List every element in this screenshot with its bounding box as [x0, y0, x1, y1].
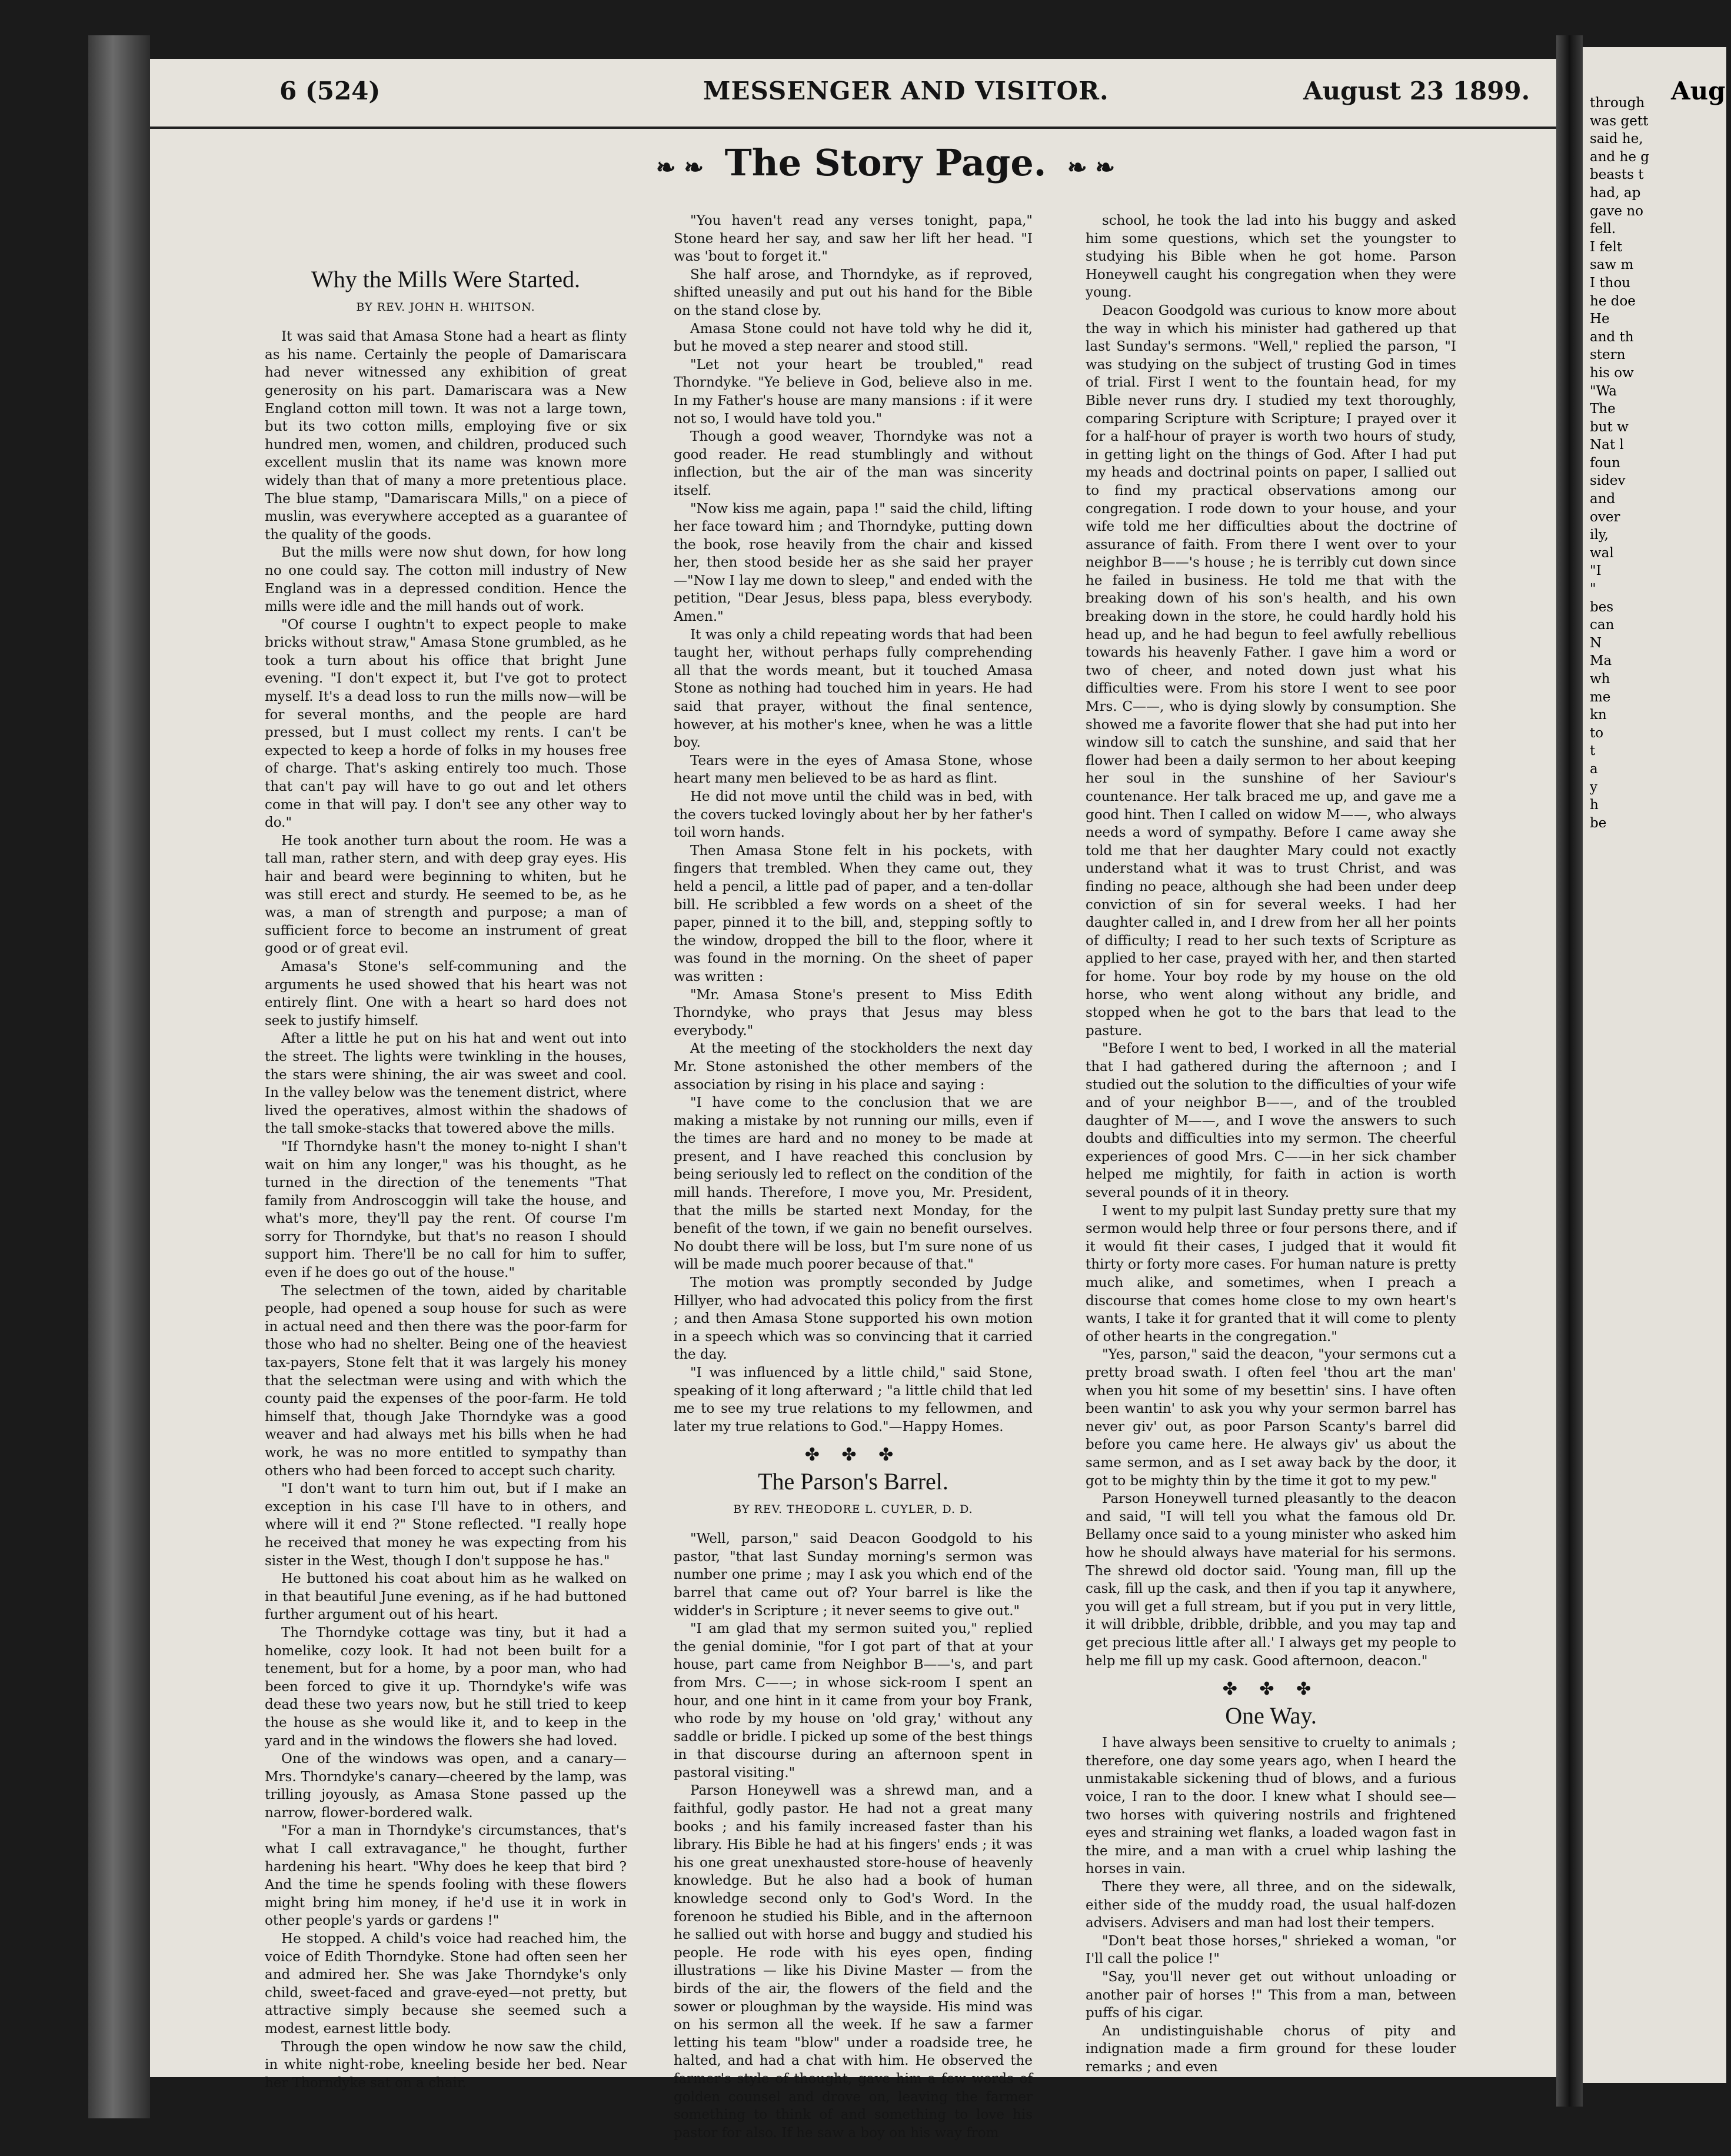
paragraph: "Let not your heart be troubled," read Thorndyke. "Ye believe in God, believe also in me. In my Father's house are many mansions : if it were not so, I would have told you." — [674, 357, 1033, 427]
paragraph: Amasa's Stone's self-communing and the arguments he used showed that his heart was not entirely flint. One with a heart so hard does not seek to justify himself. — [265, 959, 627, 1029]
story-byline: BY REV. JOHN H. WHITSON. — [356, 300, 535, 314]
section-title: The Story Page. — [724, 141, 1047, 184]
text-line: The — [1590, 401, 1616, 417]
story-body — [674, 1530, 1033, 2142]
text-line: his ow — [1590, 365, 1634, 381]
paragraph: She half arose, and Thorndyke, as if reproved, shifted uneasily and put out his hand for the Bible on the stand close by. — [674, 267, 1033, 318]
text-line: "Wa — [1590, 383, 1617, 399]
text-line: over — [1590, 509, 1620, 525]
masthead-title: MESSENGER AND VISITOR. — [703, 76, 1109, 105]
text-line: bes — [1590, 599, 1614, 615]
paragraph: "Well, parson," said Deacon Goodgold to his pastor, "that last Sunday morning's sermon was number one prime ; may I ask you which end of the barrel that came out of? Your barrel is like the widder's in Scripture ; it never seems to give out." — [674, 1531, 1033, 1619]
column-2 — [674, 212, 1033, 2141]
header-rule — [150, 127, 1556, 129]
text-line: h — [1590, 797, 1599, 813]
paragraph: "Mr. Amasa Stone's present to Miss Edith Thorndyke, who prays that Jesus may bless everybody." — [674, 987, 1033, 1039]
text-line: he doe — [1590, 293, 1636, 309]
story-body — [265, 328, 627, 2092]
paragraph: Parson Honeywell was a shrewd man, and a faithful, godly pastor. He had not a great many books ; and his family increased faster than his library. His Bible he had at his fingers' ends ; it was his one great unexhausted store-house of heavenly knowledge. But he also had a book of human knowledge second only to God's Word. In the forenoon he studied his Bible, and in the afternoon he sallied out with horse and buggy and studied his people. He rode with his eyes open, finding illustrations — like his Divine Master — from the birds of the air, the flowers of the field and the sower or ploughman by the wayside. His mind was on his sermon all the week. If he saw a farmer letting his team "blow" under a roadside tree, he halted, and had a chat with him. He observed the farmer's style of thought, gave him a few words of golden counsel and drove on, leaving the farmer something to think of and something to love his pastor for also. If he saw a boy on his way from — [674, 1783, 1033, 2141]
text-line: be — [1590, 815, 1607, 831]
text-line: and he g — [1590, 149, 1650, 165]
story-title: One Way. — [1225, 1702, 1317, 1729]
column-3 — [1086, 212, 1456, 2075]
paragraph: An undistinguishable chorus of pity and indignation made a firm ground for these louder remarks ; and even — [1086, 2023, 1456, 2075]
paragraph: It was said that Amasa Stone had a heart as flinty as his name. Certainly the people of Damariscara had never witnessed any exhibition of great generosity on his part. Damariscara was a New England cotton mill town. It was not a large town, but its two cotton mills, employing five or six hundred men, women, and children, produced such excellent muslin that its name was known more widely than that of many a more pretentious place. The blue stamp, "Damariscara Mills," on a piece of muslin, was everywhere accepted as a guarantee of the quality of the goods. — [265, 329, 627, 543]
section-divider-ornament: ✤ ✤ ✤ — [804, 1445, 902, 1466]
text-line: had, ap — [1590, 185, 1641, 201]
paragraph: "I have come to the conclusion that we are making a mistake by not running our mills, even if the times are hard and no money to be made at present, and I have reached this conclusion by being seriously led to reflect on the condition of the mill hands. Therefore, I move you, Mr. President, that the mills be started next Monday, for the benefit of the town, if we gain no benefit ourselves. No doubt there will be loss, but I'm sure none of us will be made much poorer because of that." — [674, 1095, 1033, 1273]
text-line: and th — [1590, 329, 1634, 345]
text-line: to — [1590, 725, 1604, 741]
paragraph: "I was influenced by a little child," said Stone, speaking of it long afterward ; "a little child that led me to see my true relations to my fellowmen, and later my true relations to God."—Happy Homes. — [674, 1365, 1033, 1435]
page-gutter — [1556, 35, 1583, 2107]
section-divider-ornament: ✤ ✤ ✤ — [1222, 1679, 1320, 1700]
paragraph: "Now kiss me again, papa !" said the child, lifting her face toward him ; and Thorndyke, putting down the book, rose heavily from the chair and kissed her, then stood beside her as she said her prayer—"Now I lay me down to sleep," and ended with the petition, "Dear Jesus, bless papa, bless everybody. Amen." — [674, 501, 1033, 625]
text-line: can — [1590, 617, 1615, 633]
paragraph: After a little he put on his hat and went out into the street. The lights were twinkling in the houses, the stars were shining, the air was sweet and cool. In the valley below was the tenement district, where lived the operatives, almost within the shadows of the tall smoke-stacks that towered above the mills. — [265, 1031, 627, 1137]
paragraph: "Say, you'll never get out without unloading or another pair of horses !" This from a man, between puffs of his cigar. — [1086, 1969, 1456, 2021]
text-line: " — [1590, 581, 1596, 597]
paragraph: Tears were in the eyes of Amasa Stone, whose heart many men believed to be as hard as flint. — [674, 753, 1033, 787]
facing-page-text — [1590, 94, 1731, 832]
paragraph: He did not move until the child was in bed, with the covers tucked lovingly about her by her father's toil worn hands. — [674, 789, 1033, 841]
facing-page-header: Aug — [1671, 76, 1726, 105]
text-line: sidev — [1590, 473, 1626, 489]
story-body — [1086, 1734, 1456, 2076]
text-line: Ma — [1590, 653, 1612, 669]
text-line: but w — [1590, 419, 1629, 435]
text-line: a — [1590, 761, 1598, 777]
paragraph: It was only a child repeating words that had been taught her, without perhaps fully comprehending all that the words meant, but it touched Amasa Stone as nothing had touched him in years. He had said that prayer, without the final sentence, however, at his mother's knee, when he was a little boy. — [674, 627, 1033, 751]
paragraph: Deacon Goodgold was curious to know more about the way in which his minister had gathered up that last Sunday's sermons. "Well," replied the parson, "I was studying on the subject of trusting God in times of trial. First I went to the fountain head, for my Bible never runs dry. I studied my text thoroughly, comparing Scripture with Scripture; I prayed over it for a half-hour of prayer is worth two hours of study, in getting light on the things of God. After I had put my heads and doctrinal points on paper, I sallied out to find my practical observations among our congregation. I rode down to your house, and your wife told me her difficulties about the doctrine of assurance of faith. From there I went over to your neighbor B——'s house ; he is terribly cut down since he failed in business. He told me that with the breaking down of his son's health, and his own breaking down in the store, he could hardly hold his head up, and he had begun to feel awfully rebellious towards his heavenly Father. I gave him a word or two of cheer, and noted down just what his difficulties were. From his store I went to see poor Mrs. C——, who is dying slowly by consumption. She showed me a favorite flower that she had put into her window sill to catch the sunshine, and said that her flower had been a daily sermon to her about keeping her soul in the sunshine of her Saviour's countenance. Her talk braced me up, and gave me a good hint. Then I called on widow M——, who always needs a word of sympathy. Before I came away she told me that her daughter Mary could not exactly understand what it was to trust Christ, and was finding no peace, although she had been under deep conviction of sin for several weeks. I had her daughter called in, and I drew from her all her points of difficulty; I read to her such texts of Scripture as applied to her case, prayed with her, and then started for home. Your boy rode by my house on the old horse, who went along without any bridle, and stopped when he got to the bars that lead to the pasture. — [1086, 302, 1456, 1039]
story-body — [1086, 212, 1456, 1670]
text-line: fell. — [1590, 221, 1616, 237]
paragraph: I have always been sensitive to cruelty to animals ; therefore, one day some years ago, when I heard the unmistakable sickening thud of blows, and a furious voice, I ran to the door. I knew what I should see—two horses with quivering nostrils and frightened eyes and straining wet flanks, a loaded wagon fast in the mire, and a man with a cruel whip lashing the horses in vain. — [1086, 1735, 1456, 1877]
paragraph: At the meeting of the stockholders the next day Mr. Stone astonished the other members of the association by rising in his place and saying : — [674, 1041, 1033, 1093]
paragraph: He stopped. A child's voice had reached him, the voice of Edith Thorndyke. Stone had often seen her and admired her. She was Jake Thorndyke's only child, sweet-faced and grave-eyed—not pretty, but attractive simply because she seemed such a modest, earnest little body. — [265, 1931, 627, 2037]
text-line: foun — [1590, 455, 1620, 471]
paragraph: There they were, all three, and on the sidewalk, either side of the muddy road, the usual half-dozen advisers. Advisers and man had lost their tempers. — [1086, 1879, 1456, 1931]
text-line: He — [1590, 311, 1610, 327]
text-line: said he, — [1590, 131, 1643, 147]
paragraph: But the mills were now shut down, for how long no one could say. The cotton mill industry of New England was in a depressed condition. Hence the mills were idle and the mill hands out of work. — [265, 545, 627, 615]
text-line: I felt — [1590, 239, 1623, 255]
text-line: N — [1590, 635, 1602, 651]
paragraph: The selectmen of the town, aided by charitable people, had opened a soup house for such as were in actual need and then there was the poor-farm for those who had no shelter. Being one of the heaviest tax-payers, Stone felt that it was largely his money that the selectman were using and with which the county paid the expenses of the poor-farm. He told himself that, though Jake Thorndyke was a good weaver and had always met his bills when he had work, he was no more entitled to sympathy than others who had been forced to accept such charity. — [265, 1283, 627, 1479]
paragraph: Through the open window he now saw the child, in white night-robe, kneeling beside her bed. Near her Thorndyke sat on a chair. — [265, 2039, 627, 2091]
paragraph: "Of course I oughtn't to expect people to make bricks without straw," Amasa Stone grumbled, as he took a turn about his office that bright June evening. "I don't expect it, but I've got to protect myself. It's a dead loss to run the mills now—will be for several months, and the people are hard pressed, but I must collect my rents. I can't be expected to keep a horde of folks in my houses free of charge. That's asking entirely too much. Those that can't pay will have to go out and let others come in that will pay. I don't see any other way to do." — [265, 617, 627, 831]
book-binding — [88, 35, 150, 2118]
leaf-ornament-icon: ❧ ❧ — [656, 154, 704, 181]
text-line: wh — [1590, 671, 1610, 687]
text-line: saw m — [1590, 257, 1634, 273]
page-header — [150, 76, 1556, 118]
text-line: ily, — [1590, 527, 1609, 543]
paragraph: Parson Honeywell turned pleasantly to the deacon and said, "I will tell you what the famous old Dr. Bellamy once said to a young minister who asked him how he should always have material for his sermons. The shrewd old doctor said. 'Young man, fill up the cask, fill up the cask, and then if you tap it anywhere, you will get a full stream, but if you put in very little, it will dribble, dribble, dribble, and you may tap and get precious little after all.' I always get my people to help me fill up my cask. Good afternoon, deacon." — [1086, 1491, 1456, 1669]
text-line: "I — [1590, 563, 1602, 579]
text-line: Nat l — [1590, 437, 1624, 453]
paragraph: "I am glad that my sermon suited you," replied the genial dominie, "for I got part of that at your house, part came from Neighbor B——'s, and part from Mrs. C——; in whose sick-room I spent an hour, and one hint in it came from your boy Frank, who rode by my house on 'old gray,' without any saddle or bridle. I picked up some of the best things in that discourse during an afternoon spent in pastoral visiting." — [674, 1621, 1033, 1781]
paragraph: The Thorndyke cottage was tiny, but it had a homelike, cozy look. It had not been built for a tenement, but for a home, by a poor man, who had been forced to give it up. Thorndyke's wife was dead these two years now, but he still tried to keep the house as she would like it, and to keep in the yard and in the windows the flowers she had loved. — [265, 1625, 627, 1749]
text-line: t — [1590, 743, 1596, 759]
paragraph: school, he took the lad into his buggy and asked him some questions, which set the youngster to studying his Bible when he got home. Parson Honeywell caught his congregation when they were young. — [1086, 213, 1456, 301]
paragraph: "You haven't read any verses tonight, papa," Stone heard her say, and saw her lift her head. "I was 'bout to forget it." — [674, 213, 1033, 265]
paragraph: "If Thorndyke hasn't the money to-night I shan't wait on him any longer," was his thought, as he turned in the direction of the tenements "That family from Androscoggin will take the house, and what's more, they'll pay the rent. Of course I'm sorry for Thorndyke, but that's no reason I should support him. There'll be no call for him to suffer, even if he does go out of the house." — [265, 1139, 627, 1281]
text-line: and — [1590, 491, 1616, 507]
text-line: was gett — [1590, 113, 1649, 129]
column-1 — [265, 266, 627, 2091]
paragraph: The motion was promptly seconded by Judge Hillyer, who had advocated this policy from the first ; and then Amasa Stone supported his own motion in a speech which was so convincing that it carried the day. — [674, 1275, 1033, 1363]
issue-date: August 23 1899. — [1303, 76, 1530, 105]
paragraph: Then Amasa Stone felt in his pockets, with fingers that trembled. When they came out, they held a pencil, a little pad of paper, and a ten-dollar bill. He scribbled a few words on a sheet of the paper, pinned it to the bill, and, stepping softly to the window, dropped the bill to the floor, where it was found in the morning. On the sheet of paper was written : — [674, 843, 1033, 984]
story-title: The Parson's Barrel. — [758, 1468, 948, 1495]
paragraph: Amasa Stone could not have told why he did it, but he moved a step nearer and stood still. — [674, 321, 1033, 355]
paragraph: "Yes, parson," said the deacon, "your sermons cut a pretty broad swath. I often feel 'thou art the man' when you hit some of my besettin' sins. I have often been wantin' to ask you why your sermon barrel has never giv' out, as poor Parson Scanty's barrel did before you came here. He always giv' us about the same sermon, and as I set away back by the door, it got to be mighty thin by the time it got to my pew." — [1086, 1347, 1456, 1489]
text-line: kn — [1590, 707, 1607, 723]
story-byline: BY REV. THEODORE L. CUYLER, D. D. — [733, 1502, 973, 1516]
paragraph: Though a good weaver, Thorndyke was not a good reader. He read stumblingly and without inflection, but the air of the man was sincerity itself. — [674, 429, 1033, 498]
paragraph: He took another turn about the room. He was a tall man, rather stern, and with deep gray eyes. His hair and beard were beginning to whiten, but he was still erect and sturdy. He seemed to be, as he was, a man of strength and purpose; a man of sufficient force to become an instrument of great good or of great evil. — [265, 833, 627, 957]
text-line: y — [1590, 779, 1597, 795]
section-heading — [621, 141, 1150, 194]
text-line: stern — [1590, 347, 1626, 363]
paragraph: "For a man in Thorndyke's circumstances, that's what I call extravagance," he thought, further hardening his heart. "Why does he keep that bird ? And the time he spends fooling with these flowers might bring him money, if he'd use it in work in other people's yards or gardens !" — [265, 1823, 627, 1929]
newspaper-page — [150, 59, 1556, 2141]
paragraph: "Before I went to bed, I worked in all the material that I had gathered during the afternoon ; and I studied out the solution to the difficulties of your wife and of your neighbor B——, and of the troubled daughter of M——, and I wove the answers to such doubts and difficulties into my sermon. The cheerful experiences of good Mrs. C——in her sick chamber helped me mightily, for faith in action is worth several pounds of it in theory. — [1086, 1041, 1456, 1201]
paragraph: He buttoned his coat about him as he walked on in that beautiful June evening, as if he had buttoned further argument out of his heart. — [265, 1571, 627, 1623]
text-line: me — [1590, 689, 1611, 705]
text-line: beasts t — [1590, 167, 1644, 183]
text-line: wal — [1590, 545, 1614, 561]
story-title: Why the Mills Were Started. — [311, 266, 581, 292]
paragraph: I went to my pulpit last Sunday pretty sure that my sermon would help three or four persons there, and if it would fit their cases, I judged that it would fit thirty or forty more cases. For human nature is pretty much alike, and sometimes, when I preach a discourse that comes home close to my own heart's wants, I take it for granted that it will come to plenty of other hearts in the congregation." — [1086, 1203, 1456, 1345]
page-number: 6 (524) — [279, 76, 381, 105]
story-body — [674, 212, 1033, 1436]
text-line: through — [1590, 95, 1645, 111]
text-line: gave no — [1590, 203, 1644, 219]
text-line: I thou — [1590, 275, 1631, 291]
paragraph: One of the windows was open, and a canary—Mrs. Thorndyke's canary—cheered by the lamp, was trilling joyously, as Amasa Stone passed up the narrow, flower-bordered walk. — [265, 1751, 627, 1821]
paragraph: "I don't want to turn him out, but if I make an exception in his case I'll have to in others, and where will it end ?" Stone reflected. "I really hope he received that money he was expecting from his sister in the West, though I don't suppose he has." — [265, 1481, 627, 1569]
facing-page-edge — [1583, 47, 1726, 2083]
paragraph: "Don't beat those horses," shrieked a woman, "or I'll call the police !" — [1086, 1933, 1456, 1967]
leaf-ornament-icon: ❧ ❧ — [1067, 154, 1115, 181]
